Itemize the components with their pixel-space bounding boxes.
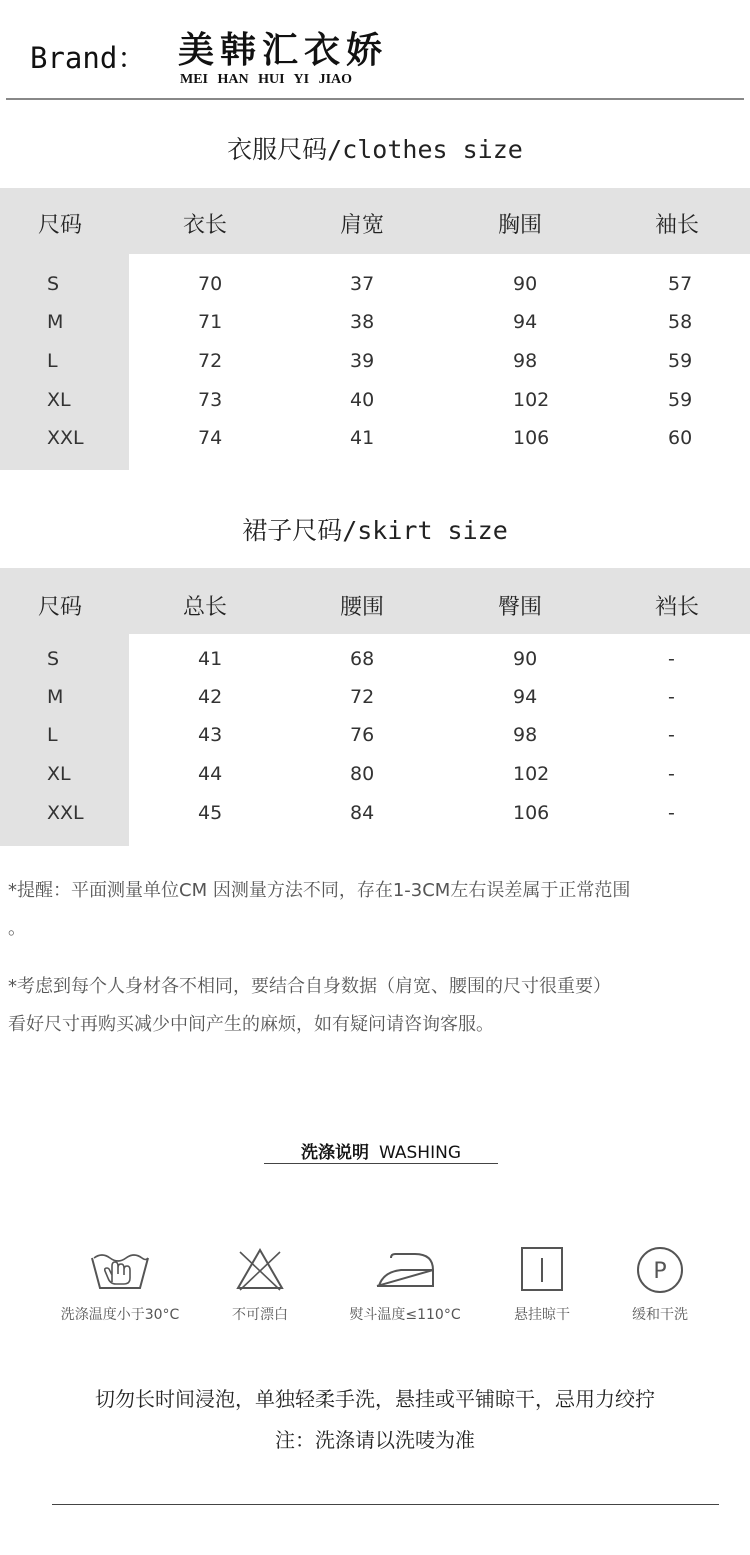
- washing-title-en: WASHING: [379, 1143, 461, 1163]
- table-header-cell: 总长: [182, 595, 227, 620]
- table-header-cell: 裆长: [654, 595, 699, 620]
- advice-line-2: 看好尺寸再购买减少中间产生的麻烦，如有疑问请咨询客服。: [8, 1014, 494, 1035]
- table-cell: -: [668, 648, 675, 670]
- table-cell: 57: [668, 273, 693, 295]
- table-cell: 59: [668, 350, 693, 372]
- table-cell: 106: [513, 427, 550, 449]
- dry-clean-symbol: P: [653, 1259, 667, 1284]
- size-label-cell: L: [47, 350, 58, 372]
- reminder-line-2: 。: [8, 918, 26, 939]
- table-cell: -: [668, 724, 675, 746]
- table-header-cell: 尺码: [37, 595, 82, 620]
- size-label-cell: S: [47, 273, 60, 295]
- washing-title: [264, 1138, 498, 1163]
- brand-header: [0, 0, 750, 100]
- washing-instruction: 切勿长时间浸泡，单独轻柔手洗，悬挂或平铺晾干，忌用力绞拧: [95, 1387, 655, 1411]
- table-cell: 90: [513, 273, 538, 295]
- brand-name-pinyin: MEI HAN HUI YI JIAO: [180, 72, 353, 87]
- skirt-size-table: [0, 568, 750, 846]
- size-label-cell: S: [47, 648, 60, 670]
- washing-title-cn: 洗涤说明: [301, 1143, 369, 1163]
- table-cell: 72: [350, 686, 375, 708]
- iron-caption: 熨斗温度≤110°C: [349, 1307, 461, 1323]
- table-cell: 94: [513, 686, 538, 708]
- iron-icon: [373, 1244, 437, 1294]
- care-item-dry-clean: [585, 1244, 735, 1324]
- table-cell: 68: [350, 648, 375, 670]
- size-label-cell: M: [47, 311, 64, 333]
- table-cell: 94: [513, 311, 538, 333]
- dry-clean-caption: 缓和干洗: [632, 1307, 688, 1323]
- table-cell: -: [668, 763, 675, 785]
- table-cell: 44: [198, 763, 223, 785]
- table-cell: 39: [350, 350, 375, 372]
- table-header-cell: 腰围: [339, 595, 384, 620]
- size-label-cell: M: [47, 686, 64, 708]
- table-cell: 80: [350, 763, 375, 785]
- table-cell: 74: [198, 427, 223, 449]
- table-cell: 73: [198, 389, 223, 411]
- table-cell: 43: [198, 724, 223, 746]
- table-cell: 102: [513, 389, 550, 411]
- table-cell: 42: [198, 686, 223, 708]
- care-item-iron: [330, 1244, 480, 1324]
- table-cell: -: [668, 686, 675, 708]
- no-bleach-caption: 不可漂白: [232, 1307, 288, 1323]
- table-cell: 76: [350, 724, 375, 746]
- table-header-cell: 尺码: [37, 213, 82, 238]
- table-cell: 40: [350, 389, 375, 411]
- table-cell: 84: [350, 802, 375, 824]
- no-bleach-icon: [228, 1244, 292, 1294]
- table-cell: -: [668, 802, 675, 824]
- table-header-cell: 肩宽: [339, 213, 384, 238]
- size-label-cell: XXL: [47, 427, 84, 449]
- table-cell: 106: [513, 802, 550, 824]
- table-header-cell: 衣长: [182, 213, 227, 238]
- table-cell: 41: [198, 648, 223, 670]
- table-cell: 98: [513, 350, 538, 372]
- footer-divider: [52, 1504, 719, 1505]
- dry-clean-icon: [628, 1244, 692, 1294]
- hand-wash-icon: [88, 1244, 152, 1294]
- table-cell: 60: [668, 427, 693, 449]
- table-cell: 41: [350, 427, 375, 449]
- size-label-cell: XL: [47, 763, 71, 785]
- table-cell: 58: [668, 311, 693, 333]
- skirt-size-title: 裙子尺码/skirt size: [242, 516, 508, 545]
- table-cell: 37: [350, 273, 375, 295]
- table-header-cell: 胸围: [497, 213, 542, 238]
- table-cell: 90: [513, 648, 538, 670]
- table-header-cell: 臀围: [497, 595, 542, 620]
- clothes-size-title: 衣服尺码/clothes size: [227, 135, 523, 164]
- hang-dry-caption: 悬挂晾干: [514, 1307, 570, 1323]
- size-label-cell: XXL: [47, 802, 84, 824]
- clothes-size-table: [0, 188, 750, 470]
- brand-name-chinese: 美韩汇衣娇: [178, 29, 389, 71]
- header-divider: [6, 98, 744, 100]
- table-cell: 59: [668, 389, 693, 411]
- advice-line-1: *考虑到每个人身材各不相同，要结合自身数据（肩宽、腰围的尺寸很重要）: [8, 976, 611, 997]
- hang-dry-icon: [510, 1244, 574, 1294]
- care-item-no-bleach: [185, 1244, 335, 1324]
- size-label-cell: XL: [47, 389, 71, 411]
- sizing-advice: [8, 968, 748, 1044]
- table-cell: 38: [350, 311, 375, 333]
- table-cell: 70: [198, 273, 223, 295]
- measurement-reminder: [8, 872, 748, 948]
- table-cell: 102: [513, 763, 550, 785]
- table-cell: 45: [198, 802, 223, 824]
- table-header-cell: 袖长: [654, 213, 699, 238]
- table-cell: 72: [198, 350, 223, 372]
- size-label-cell: L: [47, 724, 58, 746]
- washing-label-note: 注：洗涤请以洗唛为准: [275, 1428, 475, 1452]
- brand-label: Brand：: [30, 41, 147, 75]
- reminder-line-1: *提醒：平面测量单位CM 因测量方法不同，存在1-3CM左右误差属于正常范围: [8, 880, 631, 901]
- hand-wash-caption: 洗涤温度小于30°C: [60, 1307, 180, 1323]
- care-item-hand-wash: [45, 1244, 195, 1324]
- table-cell: 71: [198, 311, 223, 333]
- table-cell: 98: [513, 724, 538, 746]
- washing-title-underline: [264, 1163, 498, 1164]
